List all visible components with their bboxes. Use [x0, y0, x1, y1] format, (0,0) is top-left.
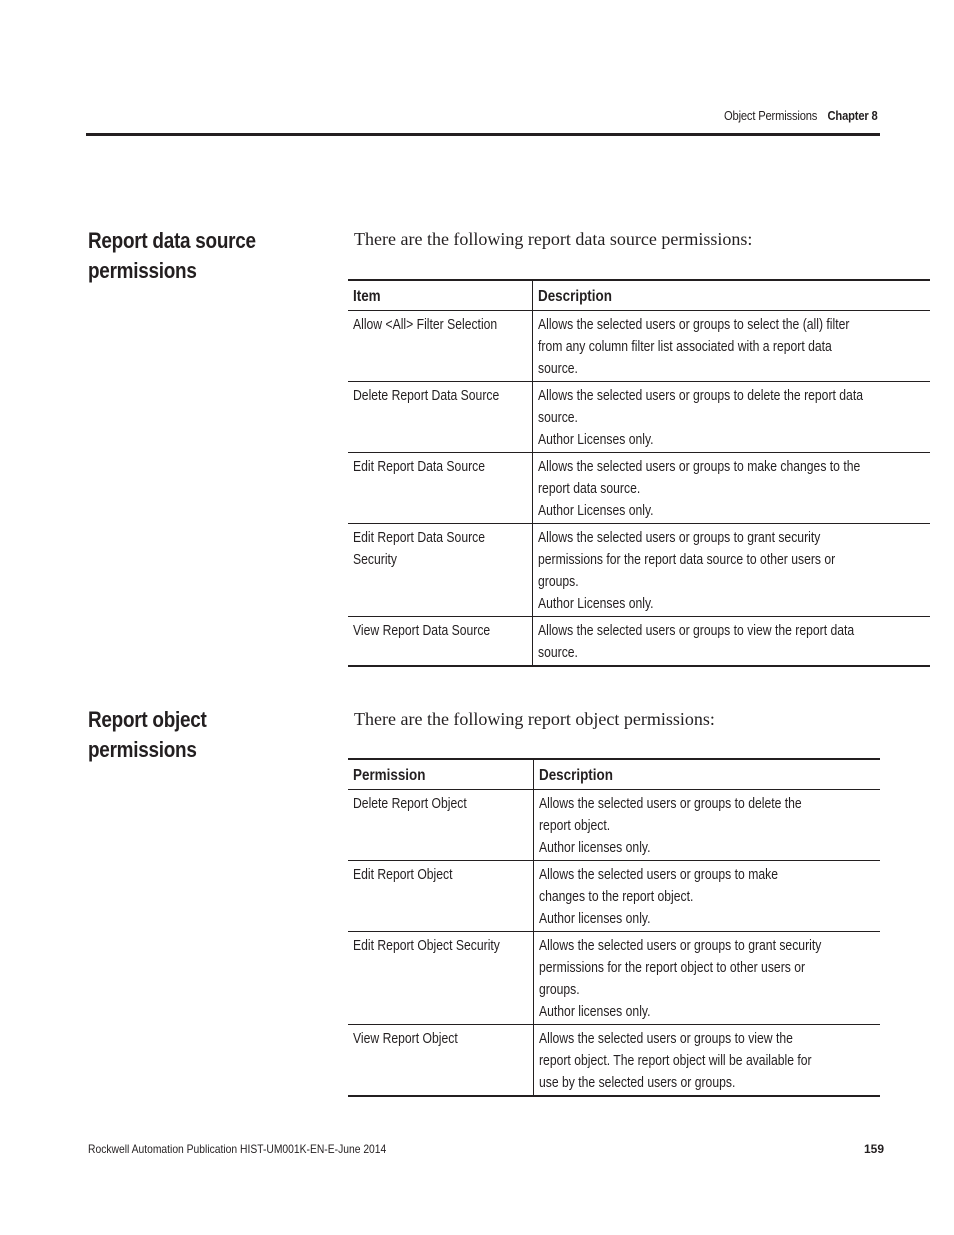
- cell-text-line: Author licenses only.: [538, 911, 651, 927]
- footer-publication: Rockwell Automation Publication HIST-UM001K-EN-E-June 2014: [88, 1142, 387, 1156]
- section-title-object: Report object permissions: [88, 707, 207, 762]
- cell-item: [348, 932, 533, 1025]
- column-header-permission: Permission: [348, 759, 533, 790]
- intro-object: There are the following report object permissions:: [354, 709, 715, 729]
- header-section: Object Permissions: [724, 108, 818, 123]
- column-header-description: Description: [533, 759, 880, 790]
- cell-description: [533, 617, 930, 667]
- cell-text-line: Author licenses only.: [538, 840, 651, 856]
- table-row: [348, 311, 930, 382]
- cell-text-line: Author Licenses only.: [538, 432, 654, 448]
- cell-text-line: report object.: [538, 818, 610, 834]
- cell-text-line: Security: [353, 552, 398, 568]
- table-header-row: [348, 280, 930, 311]
- cell-text-line: Edit Report Object Security: [353, 938, 500, 954]
- cell-text-line: Allows the selected users or groups to make changes to the: [538, 459, 861, 475]
- cell-text-line: Allows the selected users or groups to view the: [538, 1031, 793, 1047]
- cell-text-line: Allows the selected users or groups to select the (all) filter: [538, 317, 850, 333]
- cell-text-line: Author licenses only.: [538, 1004, 651, 1020]
- cell-item: [348, 617, 533, 667]
- cell-text-line: Edit Report Object: [353, 867, 453, 883]
- cell-text-line: permissions for the report object to other users or: [538, 960, 805, 976]
- cell-description: [533, 790, 880, 861]
- cell-text-line: source.: [538, 410, 579, 426]
- cell-description: [533, 861, 880, 932]
- cell-text-line: source.: [538, 361, 579, 377]
- table-row: [348, 524, 930, 617]
- cell-text-line: Delete Report Data Source: [353, 388, 500, 404]
- table-row: [348, 1025, 880, 1097]
- cell-text-line: Delete Report Object: [353, 796, 467, 812]
- cell-description: [533, 382, 930, 453]
- cell-text-line: Author Licenses only.: [538, 596, 654, 612]
- cell-text-line: from any column filter list associated with a report data: [538, 339, 832, 355]
- table-header-row: [348, 759, 880, 790]
- cell-description: [533, 932, 880, 1025]
- cell-item: [348, 524, 533, 617]
- cell-item: [348, 382, 533, 453]
- cell-text-line: Allows the selected users or groups to delete the report data: [538, 388, 864, 404]
- cell-description: [533, 311, 930, 382]
- cell-description: [533, 524, 930, 617]
- column-header-item: Item: [348, 280, 533, 311]
- page-number: 159: [863, 1142, 884, 1156]
- table-row: [348, 382, 930, 453]
- cell-text-line: Author Licenses only.: [538, 503, 654, 519]
- intro-data-source: There are the following report data source permissions:: [354, 229, 753, 249]
- cell-text-line: Edit Report Data Source: [353, 530, 486, 546]
- cell-text-line: View Report Data Source: [353, 623, 491, 639]
- running-header: [724, 108, 878, 123]
- cell-text-line: Edit Report Data Source: [353, 459, 486, 475]
- cell-text-line: Allows the selected users or groups to grant security: [538, 530, 821, 546]
- section-title-line: permissions: [88, 258, 197, 283]
- column-header-description: Description: [533, 280, 930, 311]
- cell-text-line: report object. The report object will be available for: [538, 1053, 812, 1069]
- cell-description: [533, 1025, 880, 1097]
- cell-text-line: Allows the selected users or groups to make: [538, 867, 778, 883]
- cell-text-line: permissions for the report data source to other users or: [538, 552, 836, 568]
- cell-item: [348, 453, 533, 524]
- table-row: [348, 790, 880, 861]
- cell-text-line: Allow <All> Filter Selection: [353, 317, 498, 333]
- section-title-data-source: [88, 226, 286, 286]
- cell-item: [348, 1025, 533, 1097]
- cell-text-line: View Report Object: [353, 1031, 458, 1047]
- table-row: [348, 932, 880, 1025]
- cell-text-line: source.: [538, 645, 579, 661]
- cell-text-line: use by the selected users or groups.: [538, 1075, 736, 1091]
- section-title-line: Report data source: [88, 228, 256, 253]
- cell-item: [348, 861, 533, 932]
- header-chapter: Chapter 8: [827, 108, 878, 123]
- data-source-permissions-table: [348, 279, 930, 667]
- cell-text-line: Allows the selected users or groups to grant security: [538, 938, 822, 954]
- header-rule: [86, 133, 880, 136]
- cell-text-line: report data source.: [538, 481, 641, 497]
- cell-text-line: changes to the report object.: [538, 889, 694, 905]
- cell-text-line: Allows the selected users or groups to delete the: [538, 796, 802, 812]
- cell-item: [348, 311, 533, 382]
- cell-text-line: Allows the selected users or groups to view the report data: [538, 623, 855, 639]
- table-row: [348, 617, 930, 667]
- cell-text-line: groups.: [538, 574, 579, 590]
- cell-description: [533, 453, 930, 524]
- cell-item: [348, 790, 533, 861]
- table-row: [348, 453, 930, 524]
- cell-text-line: groups.: [538, 982, 580, 998]
- object-permissions-table: [348, 758, 880, 1097]
- table-row: [348, 861, 880, 932]
